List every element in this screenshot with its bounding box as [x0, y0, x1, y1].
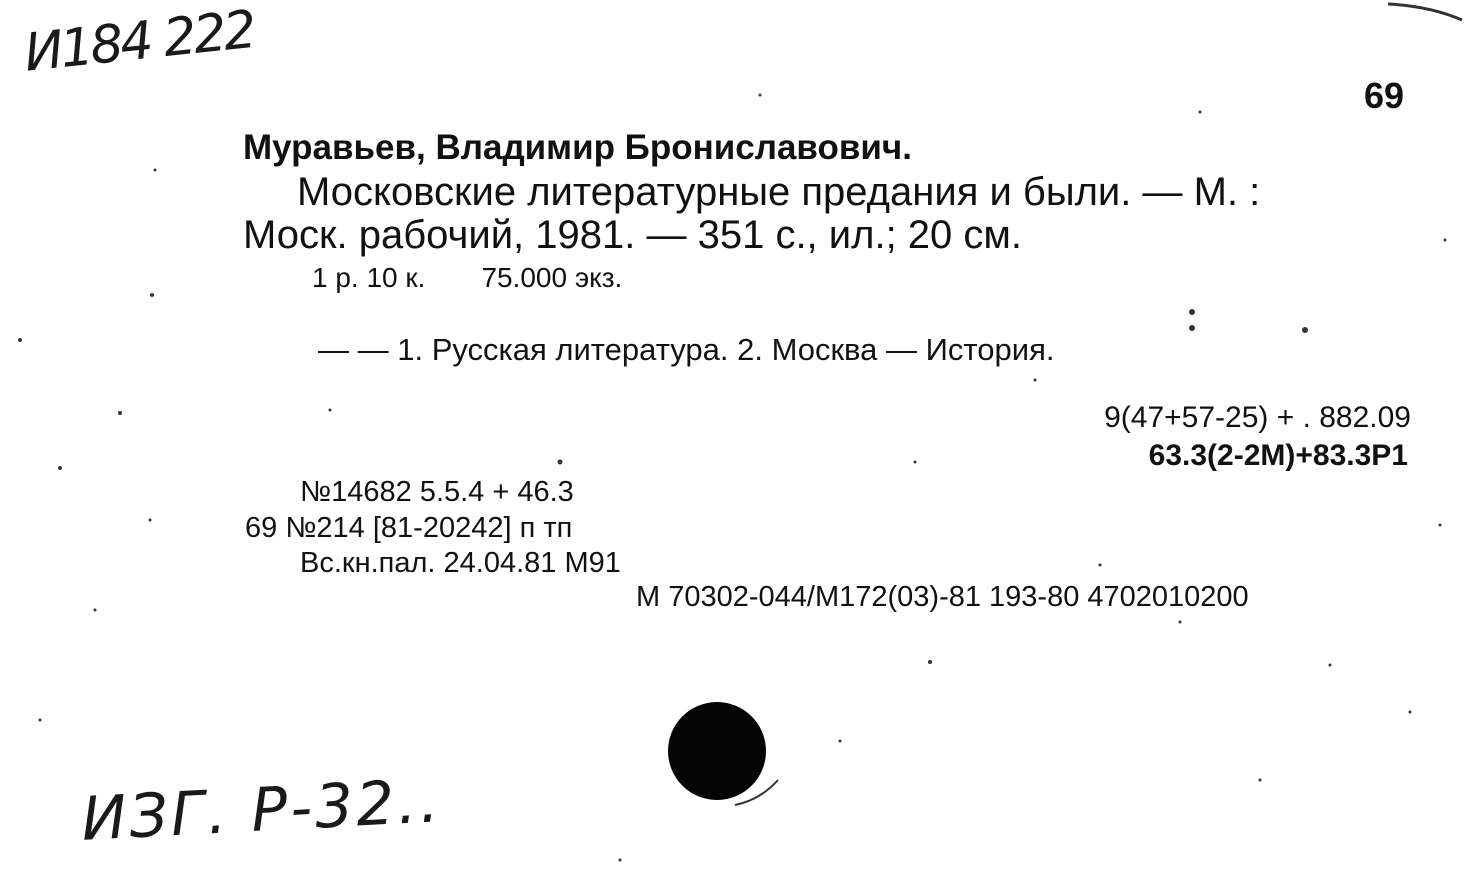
subject-headings: — — 1. Русская литература. 2. Москва — История.: [318, 332, 1055, 367]
biblio-line-1: №14682 5.5.4 + 46.3: [300, 476, 574, 508]
title-statement: Московские литературные предания и были. — М. :: [297, 170, 1261, 214]
price-line: [312, 264, 678, 292]
card-punch-hole: [668, 702, 766, 800]
price: 1 р. 10 к.: [312, 262, 426, 293]
print-run: 75.000 экз.: [481, 262, 623, 293]
biblio-line-4: М 70302-044/М172(03)-81 193-80 4702010200: [636, 581, 1249, 613]
card-number: 69: [1363, 75, 1404, 116]
classification-index-1: 9(47+57-25) + . 882.09: [1104, 401, 1411, 434]
handwritten-shelf-mark: И184 222: [21, 0, 257, 84]
classification-index-2: 63.3(2-2М)+83.3Р1: [1148, 439, 1408, 472]
biblio-line-3: Вс.кн.пал. 24.04.81 М91: [300, 547, 621, 579]
biblio-line-2: 69 №214 [81-20242] п тп: [245, 512, 573, 544]
author-heading: Муравьев, Владимир Брониславович.: [243, 128, 912, 167]
handwritten-call-number: ИЗГ. Р-32..: [79, 766, 444, 855]
publication-statement: Моск. рабочий, 1981. — 351 с., ил.; 20 см.: [243, 213, 1023, 257]
